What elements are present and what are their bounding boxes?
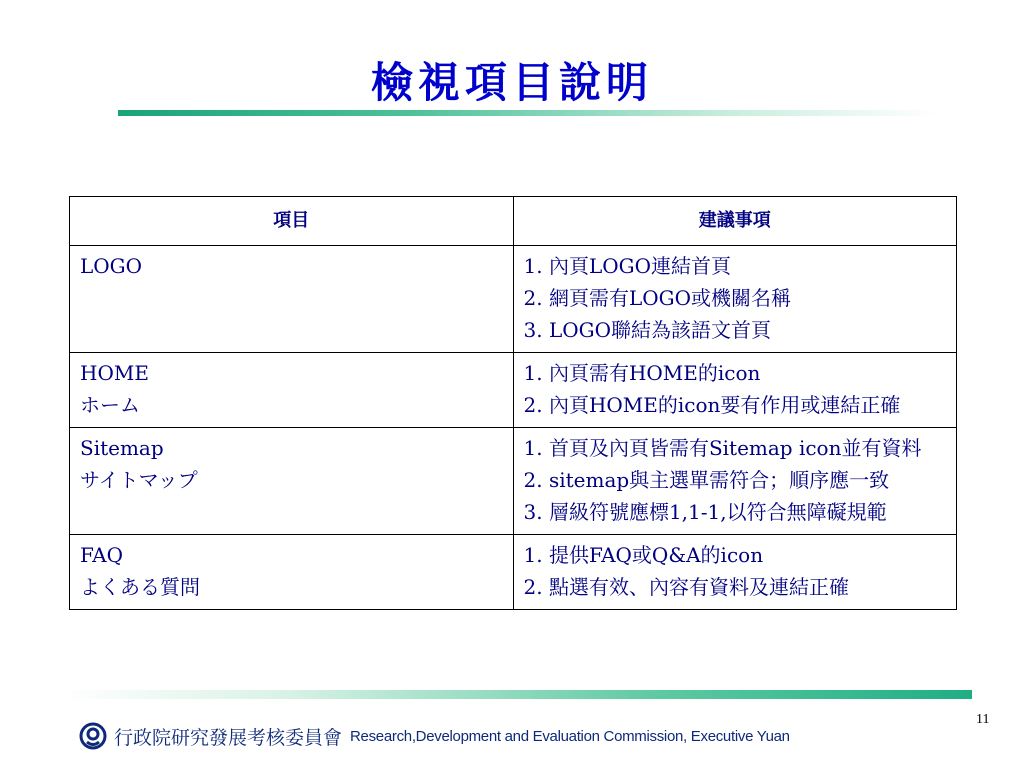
slide-title: 檢視項目說明: [370, 58, 653, 107]
footer-org-zh: 行政院研究發展考核委員會: [114, 726, 343, 749]
footer: [78, 720, 790, 752]
suggestion-text: 1. 內頁需有HOME的icon: [523, 361, 761, 385]
footer-org-en: Research,Development and Evaluation Commission, Executive Yuan: [350, 727, 790, 745]
suggestion-text: 2. 內頁HOME的icon要有作用或連結正確: [523, 393, 901, 417]
item-cell: [70, 246, 514, 353]
table-header-row: [70, 197, 957, 246]
header-item: 項目: [70, 197, 514, 246]
item-cell: [70, 353, 514, 428]
item-label: LOGO: [80, 254, 143, 278]
suggestions-cell: [513, 535, 957, 610]
suggestion-text: 2. 網頁需有LOGO或機關名稱: [523, 286, 791, 310]
header-suggestions: 建議事項: [513, 197, 957, 246]
table-row: [70, 535, 957, 610]
suggestions-cell: [513, 428, 957, 535]
item-cell: [70, 428, 514, 535]
review-items-table: [69, 196, 957, 610]
suggestion-text: 1. 提供FAQ或Q&A的icon: [523, 543, 764, 567]
footer-divider: [60, 690, 972, 699]
suggestion-text: 1. 內頁LOGO連結首頁: [523, 254, 731, 278]
item-label-jp: サイトマップ: [80, 468, 198, 492]
suggestion-text: 3. LOGO聯結為該語文首頁: [523, 318, 771, 342]
suggestion-text: 2. 點選有效、內容有資料及連結正確: [523, 575, 849, 599]
item-label-jp: ホーム: [80, 393, 140, 417]
item-label: Sitemap: [80, 436, 164, 460]
suggestion-text: 1. 首頁及內頁皆需有Sitemap icon並有資料: [523, 436, 922, 460]
item-label: HOME: [80, 361, 149, 385]
page-number: 11: [976, 712, 990, 727]
suggestions-cell: [513, 246, 957, 353]
table-row: [70, 353, 957, 428]
item-label: FAQ: [80, 543, 123, 567]
item-label-jp: よくある質問: [80, 575, 200, 599]
item-cell: [70, 535, 514, 610]
suggestion-text: 3. 層級符號應標1,1-1,以符合無障礙規範: [523, 500, 887, 524]
rdec-logo-icon: [78, 721, 108, 751]
suggestions-cell: [513, 353, 957, 428]
title-underline: [118, 110, 938, 116]
table-row: [70, 428, 957, 535]
suggestion-text: 2. sitemap與主選單需符合；順序應一致: [523, 468, 890, 492]
table-row: [70, 246, 957, 353]
